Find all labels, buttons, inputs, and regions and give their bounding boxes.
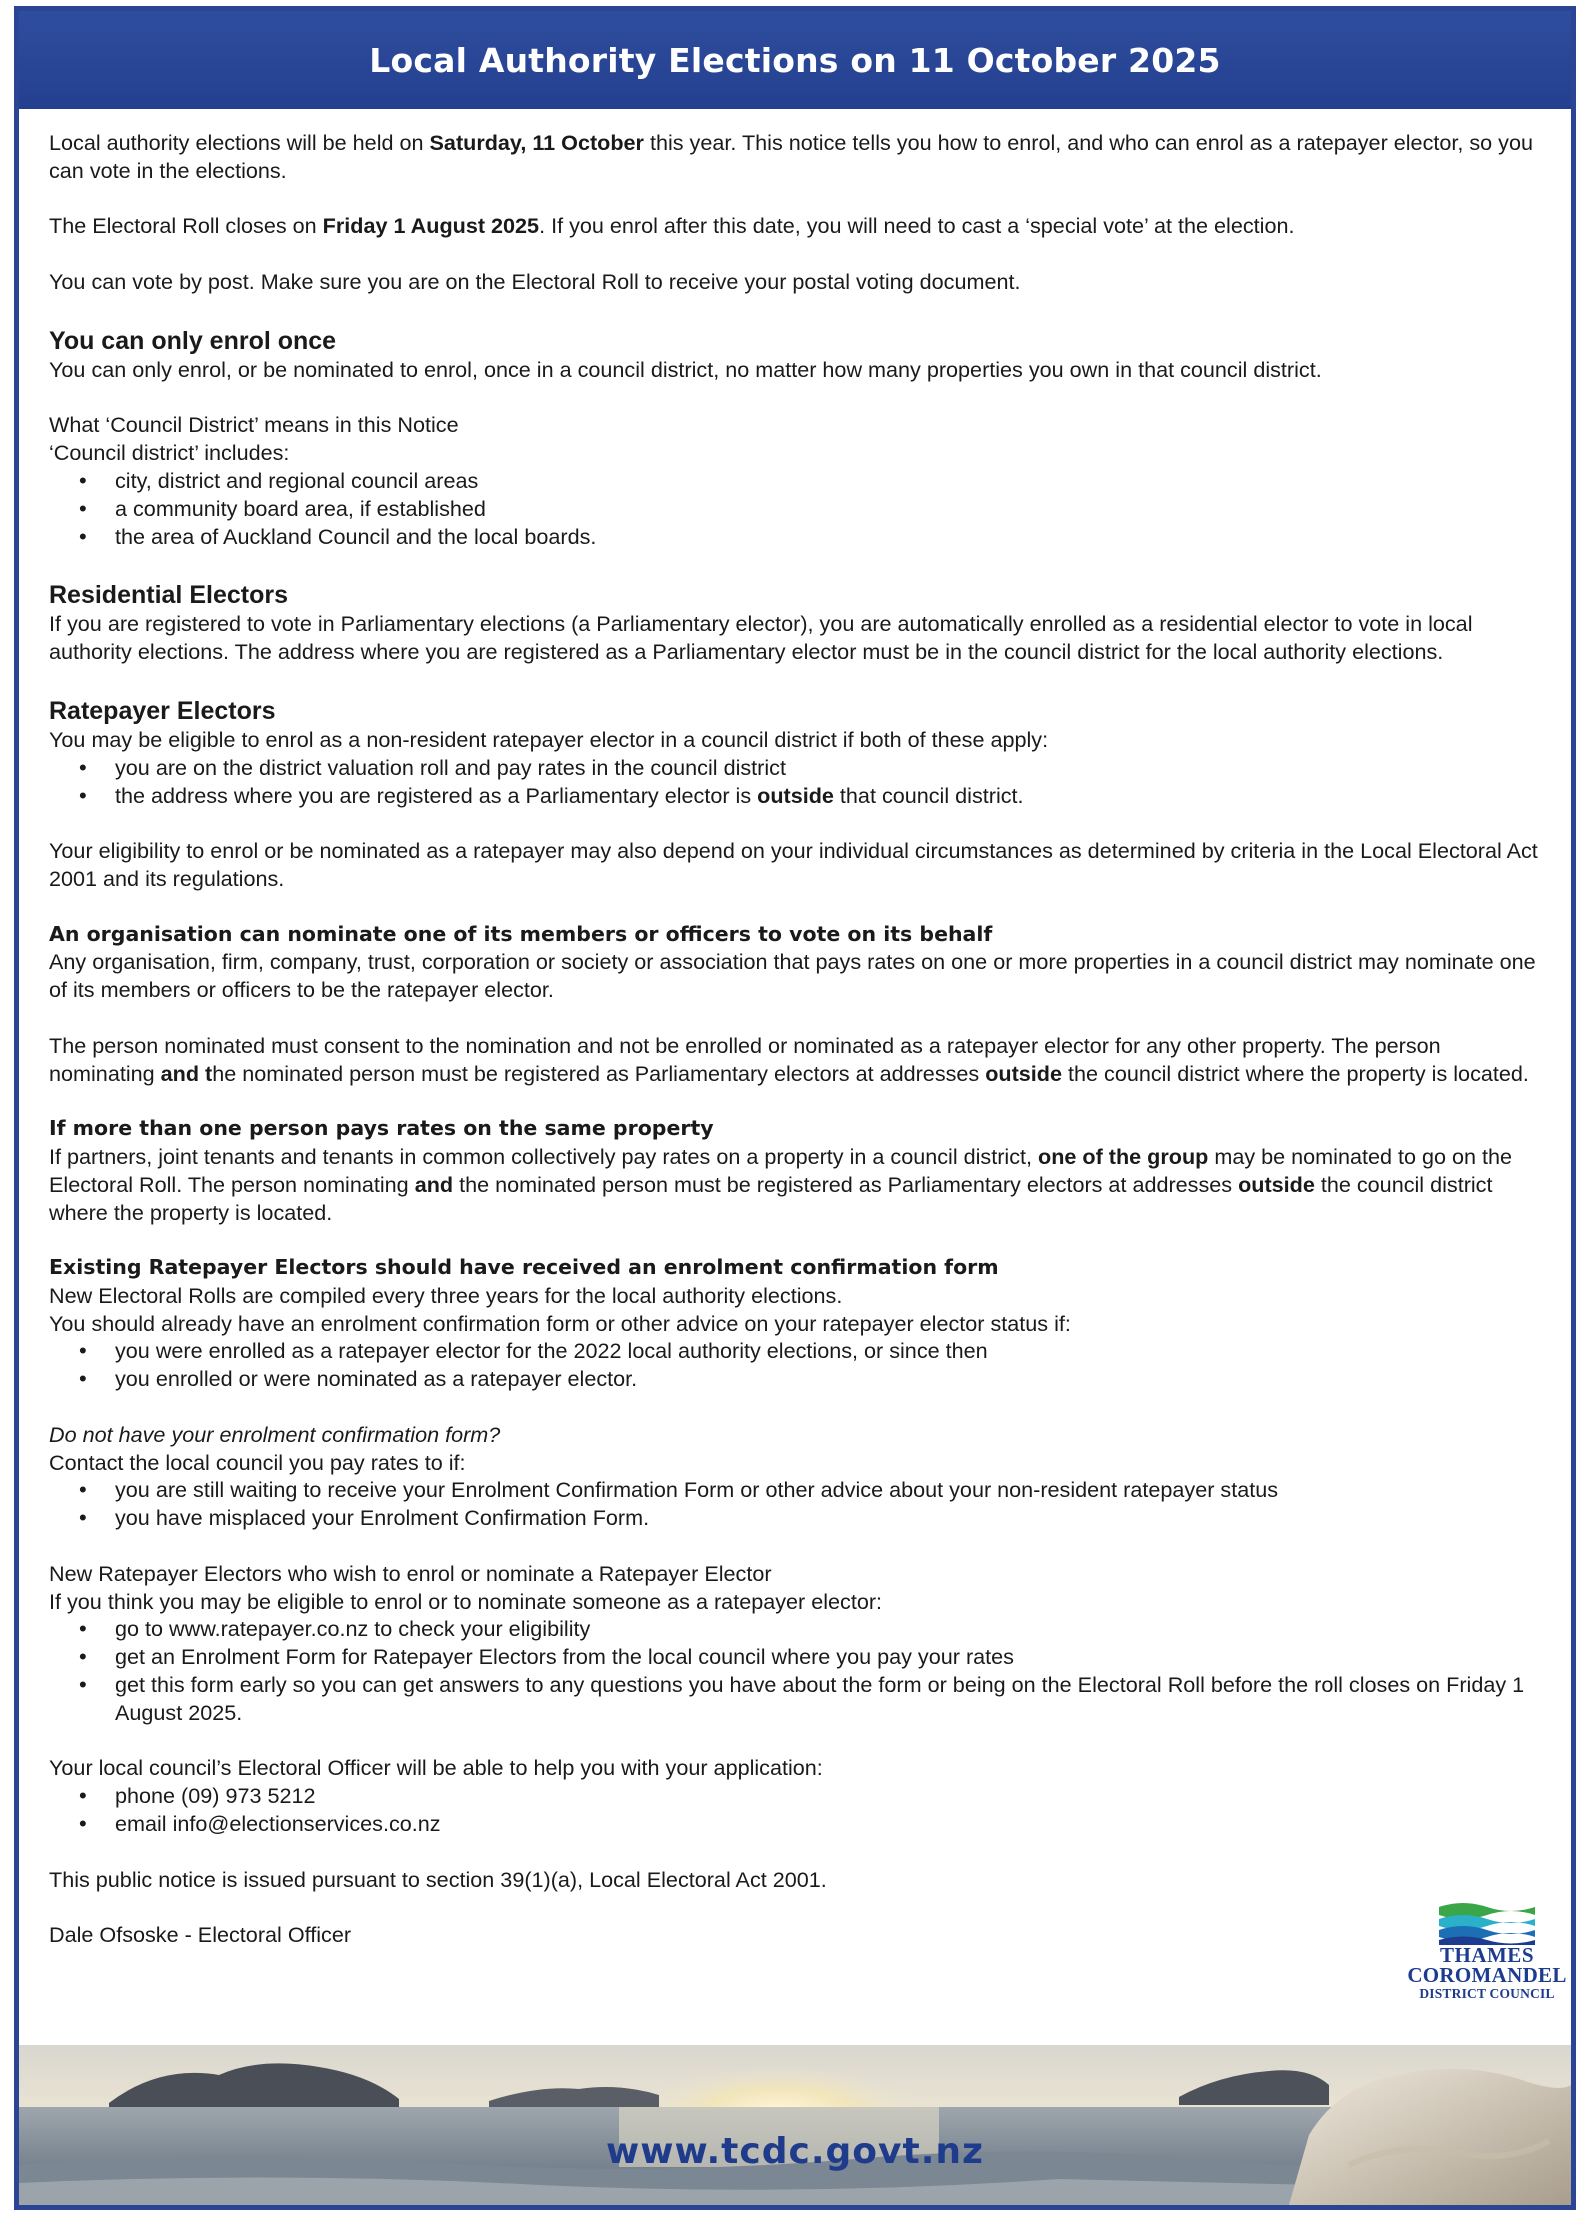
list-item: • the area of Auckland Council and the local boards. [49, 523, 1549, 551]
page-title: Local Authority Elections on 11 October 2025 [369, 40, 1221, 80]
council-district-title: What ‘Council District’ means in this Notice [49, 412, 459, 438]
list-item: • you are on the district valuation roll and pay rates in the council district [49, 754, 1549, 782]
existing-line-2: You should already have an enrolment confirmation form or other advice on your ratepayer elector status if: [49, 1310, 1071, 1336]
heading-ratepayer-electors: Ratepayer Electors [49, 696, 276, 725]
public-notice-statement: This public notice is issued pursuant to section 39(1)(a), Local Electoral Act 2001. [49, 1866, 827, 1892]
logo-waves-icon [1435, 1899, 1539, 1945]
existing-line-1: New Electoral Rolls are compiled every three years for the local authority elections. [49, 1282, 843, 1308]
list-item: • you have misplaced your Enrolment Confirmation Form. [49, 1504, 1549, 1532]
notice-frame [14, 6, 1576, 2210]
contact-list [49, 1782, 1549, 1838]
intro-paragraph-3: You can vote by post. Make sure you are on the Electoral Roll to receive your postal voting document. [49, 268, 1021, 294]
logo-line-district-council: DISTRICT COUNCIL [1419, 1986, 1555, 2001]
contact-intro: Your local council’s Electoral Officer will be able to help you with your application: [49, 1755, 823, 1781]
organisation-consent: The person nominated must consent to the nomination and not be enrolled or nominated as a ratepayer elector for any other property. The person nominating and the nominated person must be registered as Parliamentary electors at addresses outside the council district where the property is located. [49, 1032, 1529, 1086]
logo-line-coromandel: COROMANDEL [1407, 1963, 1567, 1987]
enrol-once-body: You can only enrol, or be nominated to enrol, once in a council district, no matter how many properties you own in that council district. [49, 356, 1322, 382]
residential-body: If you are registered to vote in Parliamentary elections (a Parliamentary elector), you are automatically enrolled as a residential elector to vote in local authority elections. The address where you are registered as a Parliamentary elector must be in the council district for the local authority elections. [49, 611, 1473, 665]
heading-existing-ratepayers: Existing Ratepayer Electors should have received an enrolment confirmation form [49, 1255, 999, 1280]
ratepayer-eligibility: Your eligibility to enrol or be nominated as a ratepayer may also depend on your individual circumstances as determined by criteria in the Local Electoral Act 2001 and its regulations. [49, 838, 1538, 891]
same-property-body: If partners, joint tenants and tenants in common collectively pay rates on a property in a council district, one of the group may be nominated to go on the Electoral Roll. The person nominating and the nominated person must be registered as Parliamentary electors at addresses outside the council district where the property is located. [49, 1143, 1513, 1225]
new-electors-list [49, 1615, 1549, 1726]
no-form-list [49, 1476, 1549, 1532]
list-item: • go to www.ratepayer.co.nz to check your eligibility [49, 1615, 1549, 1643]
list-item: • get an Enrolment Form for Ratepayer Electors from the local council where you pay your rates [49, 1643, 1549, 1671]
list-item: • you enrolled or were nominated as a ratepayer elector. [49, 1365, 1549, 1393]
heading-enrol-once: You can only enrol once [49, 326, 337, 355]
beach-sunset-image [19, 2045, 1571, 2205]
organisation-body: Any organisation, firm, company, trust, corporation or society or association that pays rates on one or more properties in a council district may nominate one of its members or officers to be the ratepayer elector. [49, 949, 1536, 1003]
council-district-list [49, 467, 1549, 550]
intro-paragraph-2: The Electoral Roll closes on Friday 1 August 2025. If you enrol after this date, you will need to cast a ‘special vote’ at the election. [49, 213, 1295, 239]
beach-banner [19, 2045, 1571, 2205]
contact-email: • email info@electionservices.co.nz [49, 1810, 1549, 1838]
signature: Dale Ofsoske - Electoral Officer [49, 1922, 352, 1948]
website-url[interactable]: www.tcdc.govt.nz [606, 2131, 984, 2172]
council-district-intro: ‘Council district’ includes: [49, 440, 290, 466]
list-item: • city, district and regional council areas [49, 467, 1549, 495]
notice-body [49, 129, 1549, 1977]
tcdc-logo [1397, 1899, 1577, 2009]
new-electors-intro: If you think you may be eligible to enrol or to nominate someone as a ratepayer elector: [49, 1588, 883, 1614]
no-form-question: Do not have your enrolment confirmation form? [49, 1421, 501, 1447]
intro-paragraph-1: Local authority elections will be held on Saturday, 11 October this year. This notice tells you how to enrol, and who can enrol as a ratepayer elector, so you can vote in the elections. [49, 130, 1533, 183]
list-item: • a community board area, if established [49, 495, 1549, 523]
contact-phone: • phone (09) 973 5212 [49, 1782, 1549, 1810]
existing-list [49, 1337, 1549, 1393]
list-item: • you are still waiting to receive your Enrolment Confirmation Form or other advice about your non-resident ratepayer status [49, 1476, 1549, 1504]
ratepayer-list [49, 754, 1549, 810]
heading-residential-electors: Residential Electors [49, 581, 288, 610]
ratepayer-intro: You may be eligible to enrol as a non-resident ratepayer elector in a council district if both of these apply: [49, 726, 1049, 752]
header-bar [19, 11, 1571, 109]
logo-line-thames: THAMES [1439, 1943, 1534, 1967]
list-item: • get this form early so you can get answers to any questions you have about the form or being on the Electoral Roll before the roll closes on Friday 1 August 2025. [49, 1671, 1549, 1727]
heading-organisation: An organisation can nominate one of its members or officers to vote on its behalf [49, 921, 993, 946]
no-form-intro: Contact the local council you pay rates to if: [49, 1449, 466, 1475]
list-item: • you were enrolled as a ratepayer elector for the 2022 local authority elections, or since then [49, 1337, 1549, 1365]
new-electors-title: New Ratepayer Electors who wish to enrol or nominate a Ratepayer Elector [49, 1560, 772, 1586]
heading-same-property: If more than one person pays rates on the same property [49, 1116, 714, 1141]
list-item: • the address where you are registered as a Parliamentary elector is outside that council district. [49, 782, 1549, 810]
